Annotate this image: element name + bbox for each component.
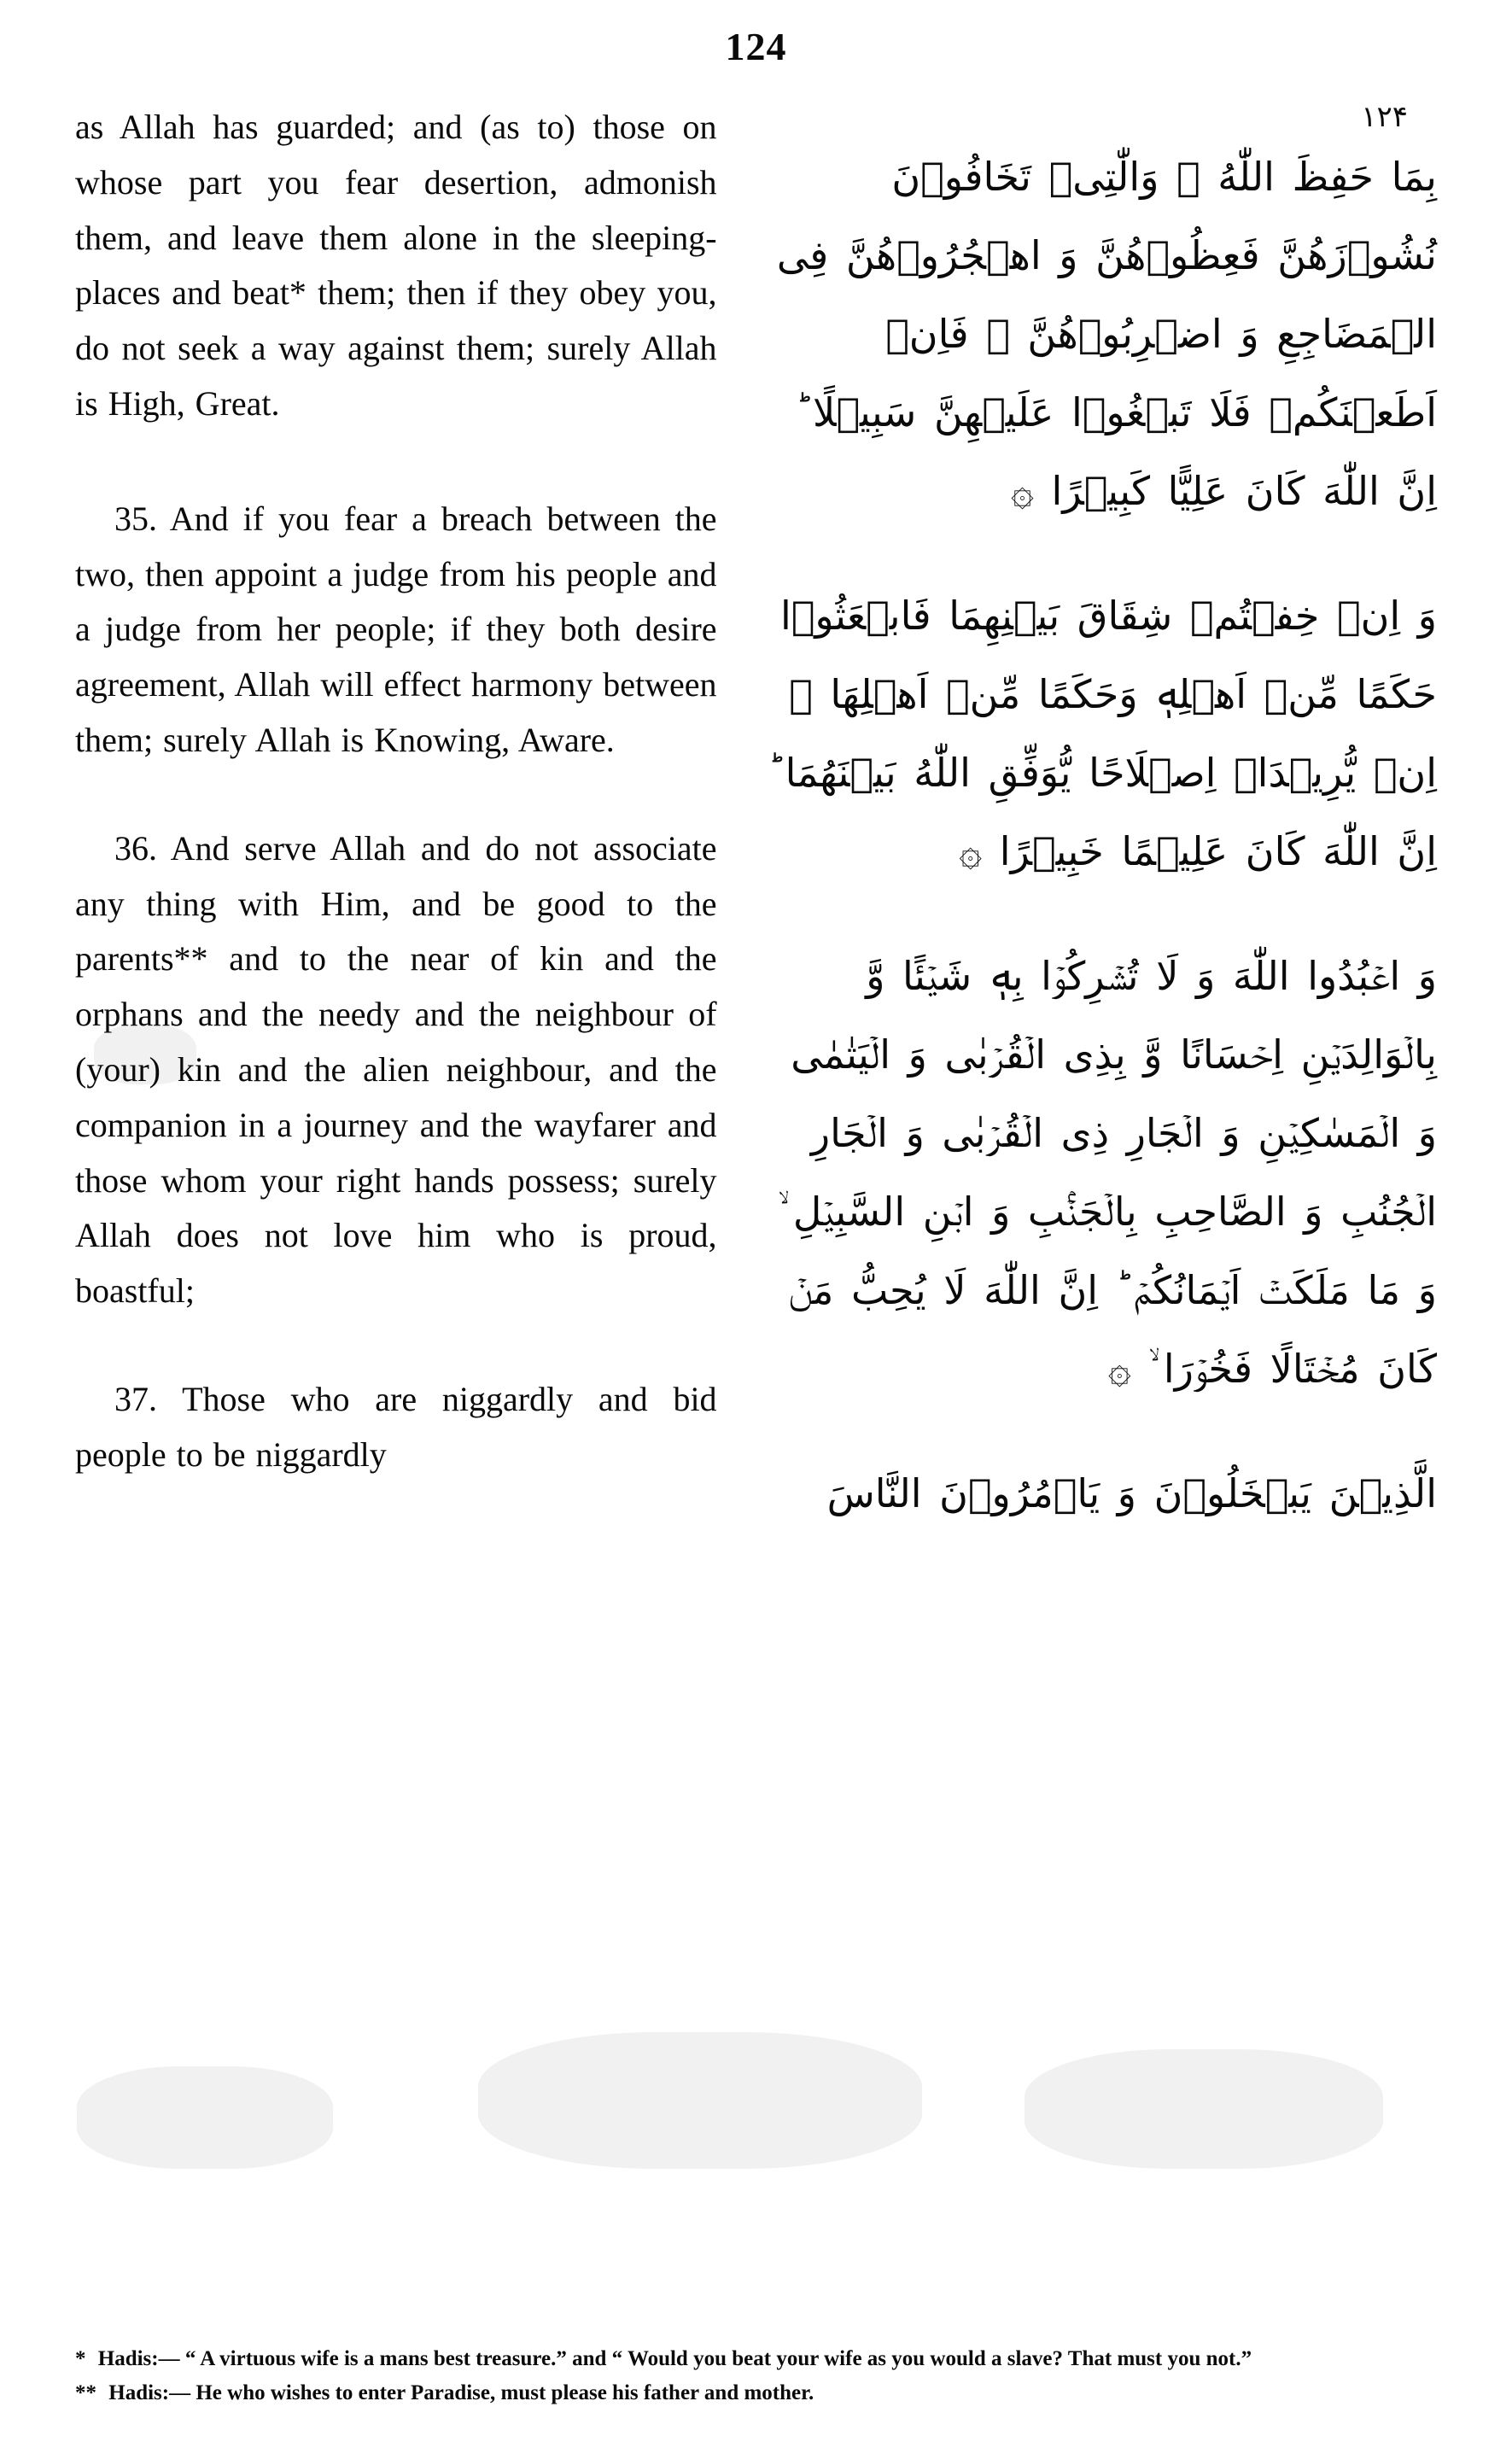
verse-number-35: 35. [114,499,157,538]
footnotes-section [75,2335,1452,2411]
arabic-text-column [743,100,1437,2255]
english-translation-column [75,100,743,2255]
verse-english-body: And serve Allah and do not associate any thing with Him, and be good to the parents** and to the near of kin and the orphans and the needy and the neighbour of (your) kin and the alien neighbour, and the companion in a journey and the wayfarer and those whom your right hands possess; surely Allah does not love him who is proud, boastful; [75,828,717,1311]
footnote-body: “ A virtuous wife is a mans best treasure.” and “ Would you beat your wife as you would a slave? That must you not.” [184,2347,1252,2370]
footnote-marker: ** [75,2381,96,2404]
verse-arabic-37: الَّذِيۡنَ يَبۡخَلُوۡنَ وَ يَاۡمُرُوۡنَ النَّاسَ [826,1470,1437,1516]
page-columns [0,69,1512,2255]
verse-number-36: 36. [114,828,157,868]
footnote-2 [75,2378,1452,2409]
verse-english-body: as Allah has guarded; and (as to) those on whose part you fear desertion, admonish them, and leave them alone in the sleeping-places and beat* them; then if they obey you, do not seek a way against them; surely Allah is High, Great. [75,108,717,423]
verse-arabic-36: وَ اعۡبُدُوا اللّٰهَ وَ لَا تُشۡرِكُوۡا بِهٖ شَيۡئًا وَّ بِالۡوَالِدَيۡنِ اِحۡسَانًا وَّ بِذِى الۡقُرۡبٰى وَ الۡيَتٰمٰى وَ الۡمَسٰكِيۡنِ وَ الۡجَارِ ذِى الۡقُرۡبٰى وَ الۡجَارِ الۡجُنُبِ وَ الصَّاحِبِ بِالۡجَنۡۢبِ وَ ابۡنِ السَّبِيۡلِ ۙ وَ مَا مَلَكَتۡ اَيۡمَانُكُمۡ ؕ اِنَّ اللّٰهَ لَا يُحِبُّ مَنۡ كَانَ مُخۡتَالًا فَخُوۡرَا ۙ ۞ [778,953,1437,1392]
footnote-marker: * [75,2347,86,2370]
verse-text-36 [75,821,717,1319]
footnote-1 [75,2344,1452,2375]
page-number: 124 [725,25,787,68]
footnote-body: He who wishes to enter Paradise, must please his father and mother. [196,2381,814,2404]
verse-text-35 [75,492,717,768]
footnote-lead: Hadis:— [97,2347,180,2370]
verse-arabic-35: وَ اِنۡ خِفۡتُمۡ شِقَاقَ بَيۡنِهِمَا فَابۡعَثُوۡا حَكَمًا مِّنۡ اَهۡلِهٖ وَحَكَمًا مِّنۡ اَهۡلِهَا ۚ اِنۡ يُّرِيۡدَاۤ اِصۡلَاحًا يُّوَفِّقِ اللّٰهُ بَيۡنَهُمَا ؕ اِنَّ اللّٰهَ كَانَ عَلِيۡمًا خَبِيۡرًا ۞ [768,593,1437,874]
verse-text-37 [75,1372,717,1483]
verse-number-37: 37. [114,1379,157,1418]
verse-english-body: And if you fear a breach between the two, then appoint a judge from his people and a judge from her people; if they both desire agreement, Allah will effect harmony between them; surely Allah is Knowing, Aware. [75,499,717,759]
footnote-lead: Hadis:— [108,2381,191,2404]
verse-english-body: Those who are niggardly and bid people to be niggardly [75,1379,717,1474]
verse-text-34-continued [75,100,717,432]
arabic-page-number: ۱۲۴ [1361,100,1408,134]
verse-arabic-34-continued: بِمَا حَفِظَ اللّٰهُ ۚ وَالّٰتِىۡ تَخَافُوۡنَ نُشُوۡزَهُنَّ فَعِظُوۡهُنَّ وَ اهۡجُرُوۡهُنَّ فِى الۡمَضَاجِعِ وَ اضۡرِبُوۡهُنَّ ۚ فَاِنۡ اَطَعۡنَكُمۡ فَلَا تَبۡغُوۡا عَلَيۡهِنَّ سَبِيۡلًا ؕ اِنَّ اللّٰهَ كَانَ عَلِيًّا كَبِيۡرًا ۞ [776,154,1437,514]
